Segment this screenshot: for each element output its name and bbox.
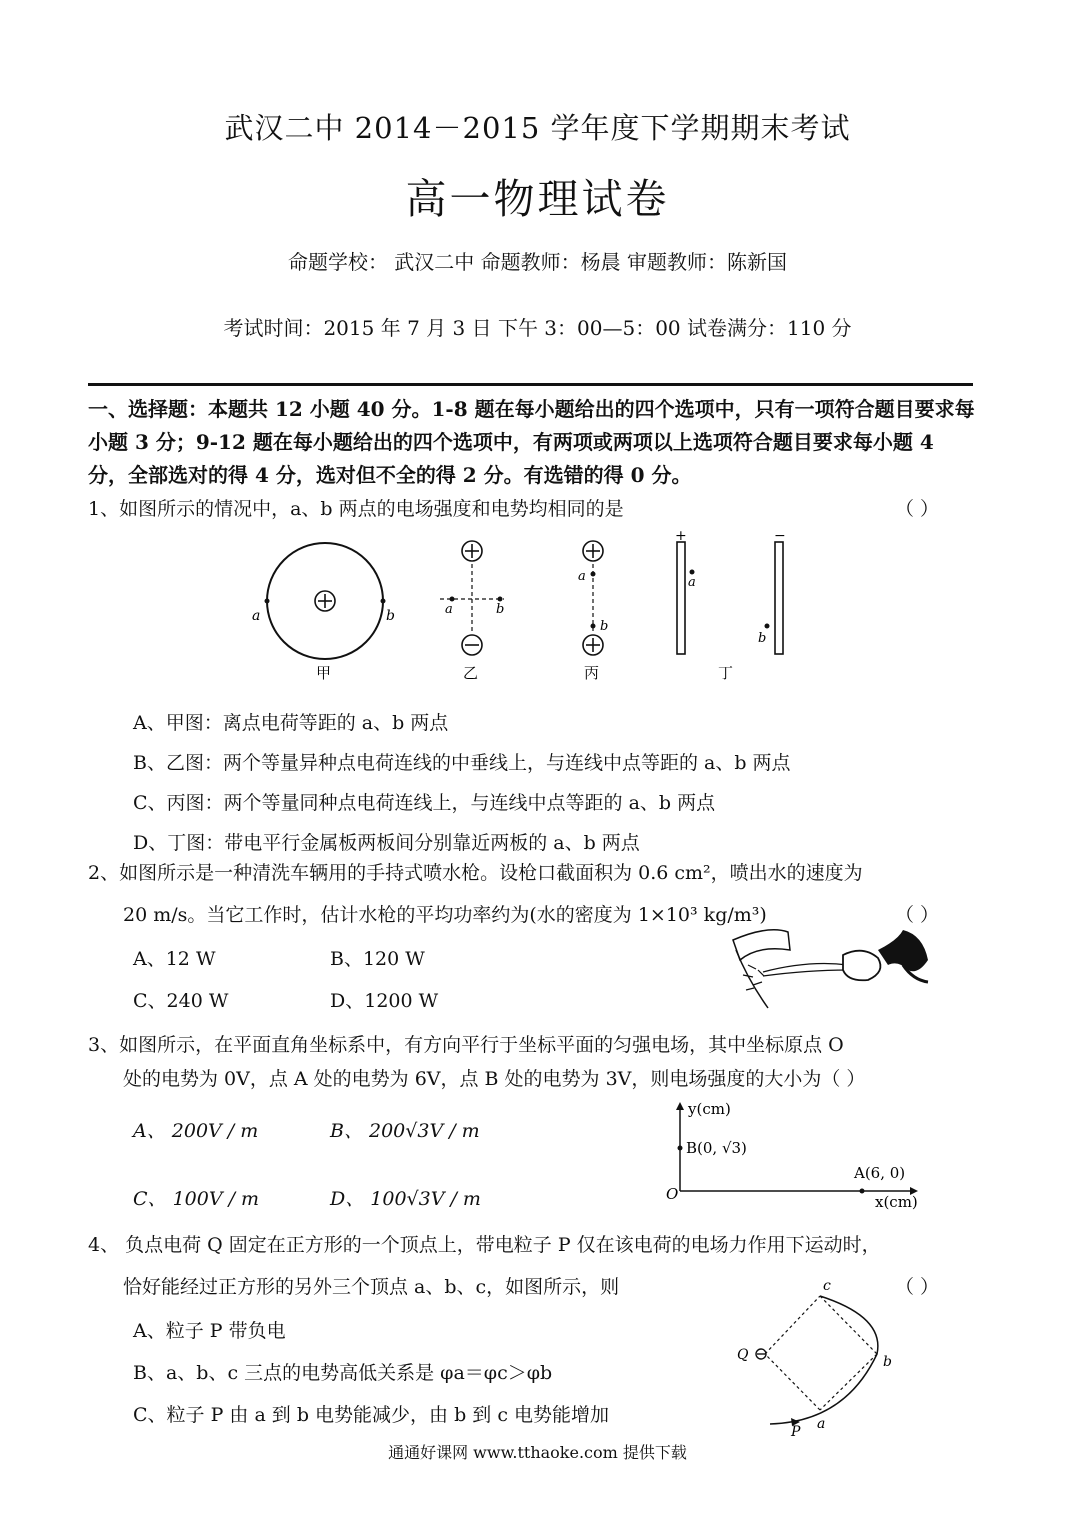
figure-bing [578, 541, 608, 682]
q1-option-c: C、丙图：两个等量同种点电荷连线上，与连线中点等距的 a、b 两点 [133, 792, 716, 814]
q3-option-b: B、 200√3V / m [330, 1120, 480, 1142]
figure-ding [675, 528, 786, 682]
q4-option-b: B、a、b、c 三点的电势高低关系是 φa＝φc＞φb [133, 1362, 553, 1384]
label-a-jia: a [252, 608, 261, 624]
coordinate-figure [660, 1096, 930, 1216]
svg-text:−: − [774, 528, 786, 544]
label-jia: 甲 [316, 664, 332, 682]
paper-title: 高一物理试卷 [405, 175, 670, 223]
label-b: b [883, 1354, 892, 1370]
question-2-stem-1: 2、如图所示是一种清洗车辆用的手持式喷水枪。设枪口截面积为 0.6 cm²，喷出水的速度为 [88, 862, 863, 884]
question-4-answer-paren: （ ） [895, 1276, 940, 1298]
q4-option-c: C、粒子 P 由 a 到 b 电势能减少，由 b 到 c 电势能增加 [133, 1404, 610, 1426]
point-b-label: B(0, √3) [686, 1139, 747, 1157]
header-divider [88, 383, 973, 386]
q1-option-d: D、丁图：带电平行金属板两板间分别靠近两板的 a、b 两点 [133, 832, 640, 854]
q3-option-d: D、 100√3V / m [330, 1188, 481, 1210]
q2-option-c: C、240 W [133, 990, 229, 1012]
figure-yi [440, 541, 504, 682]
question-4-stem-1: 4、 负点电荷 Q 固定在正方形的一个顶点上，带电粒子 P 仅在该电荷的电场力作用下运动时， [88, 1234, 881, 1256]
question-4-stem-2: 恰好能经过正方形的另外三个顶点 a、b、c，如图所示，则 [123, 1276, 620, 1298]
label-bing: 丙 [584, 664, 600, 682]
y-axis-label: y(cm) [688, 1100, 731, 1118]
question-1-figure [240, 528, 800, 688]
figure-jia [252, 543, 395, 682]
q1-option-b: B、乙图：两个等量异种点电荷连线的中垂线上，与连线中点等距的 a、b 两点 [133, 752, 791, 774]
label-yi: 乙 [463, 664, 479, 682]
svg-text:b: b [496, 602, 505, 617]
svg-text:b: b [600, 619, 609, 634]
label-b-jia: b [386, 608, 395, 624]
question-3-stem-2: 处的电势为 0V，点 A 处的电势为 6V，点 B 处的电势为 3V，则电场强度的大小为（ ） [123, 1068, 866, 1090]
q4-option-a: A、粒子 P 带负电 [133, 1320, 286, 1342]
label-ding: 丁 [718, 664, 734, 682]
q2-option-b: B、120 W [330, 948, 425, 970]
question-1-answer-paren: （ ） [895, 498, 940, 520]
point-a-label: A(6, 0) [854, 1164, 906, 1182]
x-axis-label: x(cm) [875, 1193, 918, 1211]
square-figure [725, 1272, 925, 1442]
question-2-stem-2: 20 m/s。当它工作时，估计水枪的平均功率约为(水的密度为 1×10³ kg/m³) [123, 904, 767, 926]
water-gun-figure [728, 920, 938, 1015]
q3-option-a: A、 200V / m [133, 1120, 259, 1142]
label-a: a [817, 1416, 826, 1432]
section-heading: 一、选择题：本题共 12 小题 40 分。1-8 题在每小题给出的四个选项中，只有一项符合题目要求每小题 3 分；9-12 题在每小题给出的四个选项中，有两项或两项以上选项符合题目要求每小题 4 分，全部选对的得 4 分，选对但不全的得 2 分。有选错的得 0 分。 [88, 397, 975, 487]
q2-option-a: A、12 W [133, 948, 216, 970]
question-2-answer-paren: （ ） [895, 904, 940, 926]
svg-text:a: a [578, 569, 586, 584]
label-c: c [823, 1278, 831, 1294]
q2-option-d: D、1200 W [330, 990, 439, 1012]
svg-text:a: a [445, 602, 453, 617]
q1-option-a: A、甲图：离点电荷等距的 a、b 两点 [133, 712, 449, 734]
question-3-stem-1: 3、如图所示，在平面直角坐标系中，有方向平行于坐标平面的匀强电场，其中坐标原点 O [88, 1034, 844, 1056]
author-info: 命题学校： 武汉二中 命题教师：杨晨 审题教师：陈新国 [287, 250, 788, 274]
svg-text:+: + [675, 528, 687, 544]
svg-text:a: a [688, 575, 696, 590]
exam-info: 考试时间：2015 年 7 月 3 日 下午 3：00—5：00 试卷满分：110 分 [223, 316, 852, 340]
footer-source: 通通好课网 www.tthaoke.com 提供下载 [388, 1443, 687, 1462]
label-P: P [791, 1424, 801, 1440]
exam-title: 武汉二中 2014－2015 学年度下学期期末考试 [224, 111, 851, 145]
question-1-stem: 1、如图所示的情况中，a、b 两点的电场强度和电势均相同的是 [88, 498, 624, 520]
origin-label: O [666, 1185, 679, 1203]
label-Q: Q [737, 1347, 749, 1363]
svg-text:b: b [758, 631, 767, 646]
q3-option-c: C、 100V / m [133, 1188, 260, 1210]
